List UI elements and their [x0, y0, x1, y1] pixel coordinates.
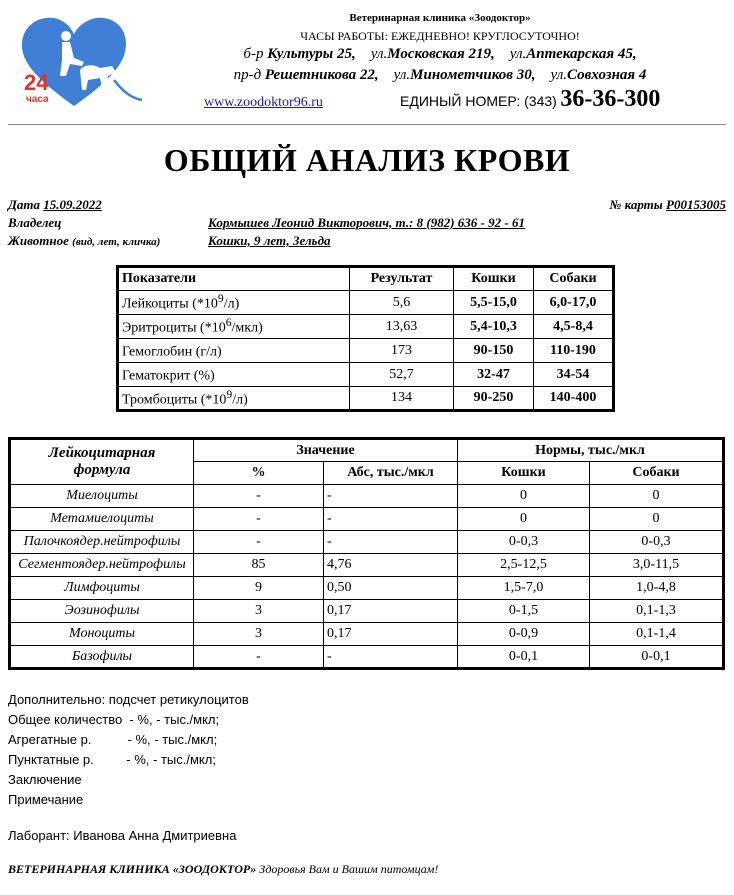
table-row: [118, 291, 614, 315]
col-result: Результат: [350, 267, 454, 291]
notes-total: Общее количество - %, - тыс./мкл;: [8, 712, 220, 727]
cell-name: Лимфоциты: [10, 577, 194, 600]
col-formula: Лейкоцитарная формула: [10, 439, 194, 485]
norm-dogs: 110-190: [534, 339, 614, 363]
result-value: 13,63: [350, 315, 454, 339]
indicator-name: Гемоглобин (г/л): [118, 339, 350, 363]
notes-extra: Дополнительно: подсчет ретикулоцитов: [8, 692, 249, 707]
table-row: [118, 387, 614, 411]
logo-24: 24: [24, 70, 49, 95]
blood-test-table: [116, 265, 615, 412]
cell-abs: -: [324, 531, 458, 554]
indicator-name: Гематокрит (%): [118, 363, 350, 387]
cell-norm-dogs: 0: [590, 508, 724, 531]
table-row: [10, 554, 724, 577]
cell-norm-dogs: 0-0,1: [590, 646, 724, 669]
cell-name: Палочкоядер.нейтрофилы: [10, 531, 194, 554]
header-divider: [8, 124, 726, 125]
owner-label: Владелец: [8, 215, 62, 230]
animal-value: Кошки, 9 лет, Зельда: [208, 233, 331, 248]
cell-percent: -: [194, 646, 324, 669]
address-line-2: пр-д Решетникова 22, ул.Минометчиков 30, ул.Совхозная 4: [233, 67, 647, 83]
cell-name: Миелоциты: [10, 485, 194, 508]
result-value: 134: [350, 387, 454, 411]
clinic-hours: ЧАСЫ РАБОТЫ: ЕЖЕДНЕВНО! КРУГЛОСУТОЧНО!: [300, 29, 580, 43]
table-row: [10, 508, 724, 531]
cell-norm-cats: 0: [458, 508, 590, 531]
norm-dogs: 140-400: [534, 387, 614, 411]
norm-cats: 90-150: [454, 339, 534, 363]
date-value: 15.09.2022: [43, 197, 102, 212]
table-row: [10, 577, 724, 600]
table-header-row: [10, 439, 724, 462]
norm-dogs: 4,5-8,4: [534, 315, 614, 339]
card-value: P00153005: [666, 197, 726, 212]
col-abs: Абс, тыс./мкл: [324, 462, 458, 485]
owner-value: Кормышев Леонид Викторович, т.: 8 (982) 636 - 92 - 61: [208, 215, 525, 230]
norm-cats: 32-47: [454, 363, 534, 387]
table-row: [10, 531, 724, 554]
col-norm-dogs: Собаки: [590, 462, 724, 485]
cell-norm-cats: 0-1,5: [458, 600, 590, 623]
norm-cats: 5,5-15,0: [454, 291, 534, 315]
cell-norm-cats: 2,5-12,5: [458, 554, 590, 577]
norm-cats: 5,4-10,3: [454, 315, 534, 339]
cell-abs: 0,17: [324, 623, 458, 646]
indicator-name: Тромбоциты $(*10^9/л)$: [118, 387, 350, 411]
notes-aggregate: Агрегатные р. - %, - тыс./мкл;: [8, 732, 218, 747]
cell-name: Эозинофилы: [10, 600, 194, 623]
notes-remark: Примечание: [8, 792, 84, 807]
table-row: [10, 600, 724, 623]
table-row: [118, 315, 614, 339]
table-row: [118, 363, 614, 387]
norm-cats: 90-250: [454, 387, 534, 411]
cell-percent: 9: [194, 577, 324, 600]
notes-conclusion: Заключение: [8, 772, 82, 787]
leukocyte-formula-table: [8, 437, 725, 670]
cell-norm-cats: 0-0,1: [458, 646, 590, 669]
cell-abs: -: [324, 485, 458, 508]
cell-name: Сегментоядер.нейтрофилы: [10, 554, 194, 577]
clinic-name: Ветеринарная клиника «Зоодоктор»: [349, 12, 531, 24]
cell-norm-dogs: 0: [590, 485, 724, 508]
norm-dogs: 34-54: [534, 363, 614, 387]
result-value: 173: [350, 339, 454, 363]
cell-abs: 0,50: [324, 577, 458, 600]
cell-norm-cats: 0-0,3: [458, 531, 590, 554]
phone-label: ЕДИНЫЙ НОМЕР: (343): [400, 93, 557, 109]
col-percent: %: [194, 462, 324, 485]
cell-percent: -: [194, 531, 324, 554]
col-dogs: Собаки: [534, 267, 614, 291]
animal-label: Животное (вид, лет, кличка): [8, 233, 161, 248]
table-row: [10, 646, 724, 669]
cell-norm-cats: 0-0,9: [458, 623, 590, 646]
cell-norm-cats: 0: [458, 485, 590, 508]
lab-technician: Лаборант: Иванова Анна Дмитриевна: [8, 828, 237, 843]
phone-number: 36-36-300: [560, 86, 661, 112]
cell-percent: -: [194, 508, 324, 531]
cell-percent: -: [194, 485, 324, 508]
cell-abs: -: [324, 508, 458, 531]
logo-hours: часа: [26, 94, 49, 105]
col-norm-cats: Кошки: [458, 462, 590, 485]
page-title: ОБЩИЙ АНАЛИЗ КРОВИ: [163, 142, 571, 178]
cell-norm-dogs: 0-0,3: [590, 531, 724, 554]
cell-percent: 3: [194, 600, 324, 623]
table-row: [118, 339, 614, 363]
col-norms-group: Нормы, тыс./мкл: [458, 439, 724, 462]
cell-abs: 0,17: [324, 600, 458, 623]
date-field: Дата 15.09.2022: [8, 197, 102, 212]
result-value: 52,7: [350, 363, 454, 387]
cell-norm-dogs: 0,1-1,4: [590, 623, 724, 646]
cell-norm-dogs: 1,0-4,8: [590, 577, 724, 600]
indicator-name: Эритроциты $(*10^6/мкл)$: [118, 315, 350, 339]
address-line-1: б-р Культуры 25, ул.Московская 219, ул.Аптекарская 45,: [243, 46, 637, 62]
cell-name: Базофилы: [10, 646, 194, 669]
website-link[interactable]: www.zoodoktor96.ru: [204, 95, 323, 110]
table-row: [10, 623, 724, 646]
cell-norm-cats: 1,5-7,0: [458, 577, 590, 600]
cell-name: Моноциты: [10, 623, 194, 646]
cell-abs: 4,76: [324, 554, 458, 577]
col-cats: Кошки: [454, 267, 534, 291]
footer-slogan: ВЕТЕРИНАРНАЯ КЛИНИКА «ЗООДОКТОР» Здоровья Вам и Вашим питомцам!: [8, 862, 439, 876]
cell-percent: 3: [194, 623, 324, 646]
notes-punctate: Пунктатные р. - %, - тыс./мкл;: [8, 752, 216, 767]
cell-norm-dogs: 3,0-11,5: [590, 554, 724, 577]
norm-dogs: 6,0-17,0: [534, 291, 614, 315]
phone-line: [400, 86, 660, 113]
cell-abs: -: [324, 646, 458, 669]
cell-name: Метамиелоциты: [10, 508, 194, 531]
cell-norm-dogs: 0,1-1,3: [590, 600, 724, 623]
cell-percent: 85: [194, 554, 324, 577]
clinic-logo: [18, 14, 146, 110]
card-field: № карты P00153005: [609, 197, 726, 212]
col-value-group: Значение: [194, 439, 458, 462]
col-indicator: Показатели: [118, 267, 350, 291]
indicator-name: Лейкоциты $(*10^9/л)$: [118, 291, 350, 315]
result-value: 5,6: [350, 291, 454, 315]
table-header-row: [118, 267, 614, 291]
table-row: [10, 485, 724, 508]
